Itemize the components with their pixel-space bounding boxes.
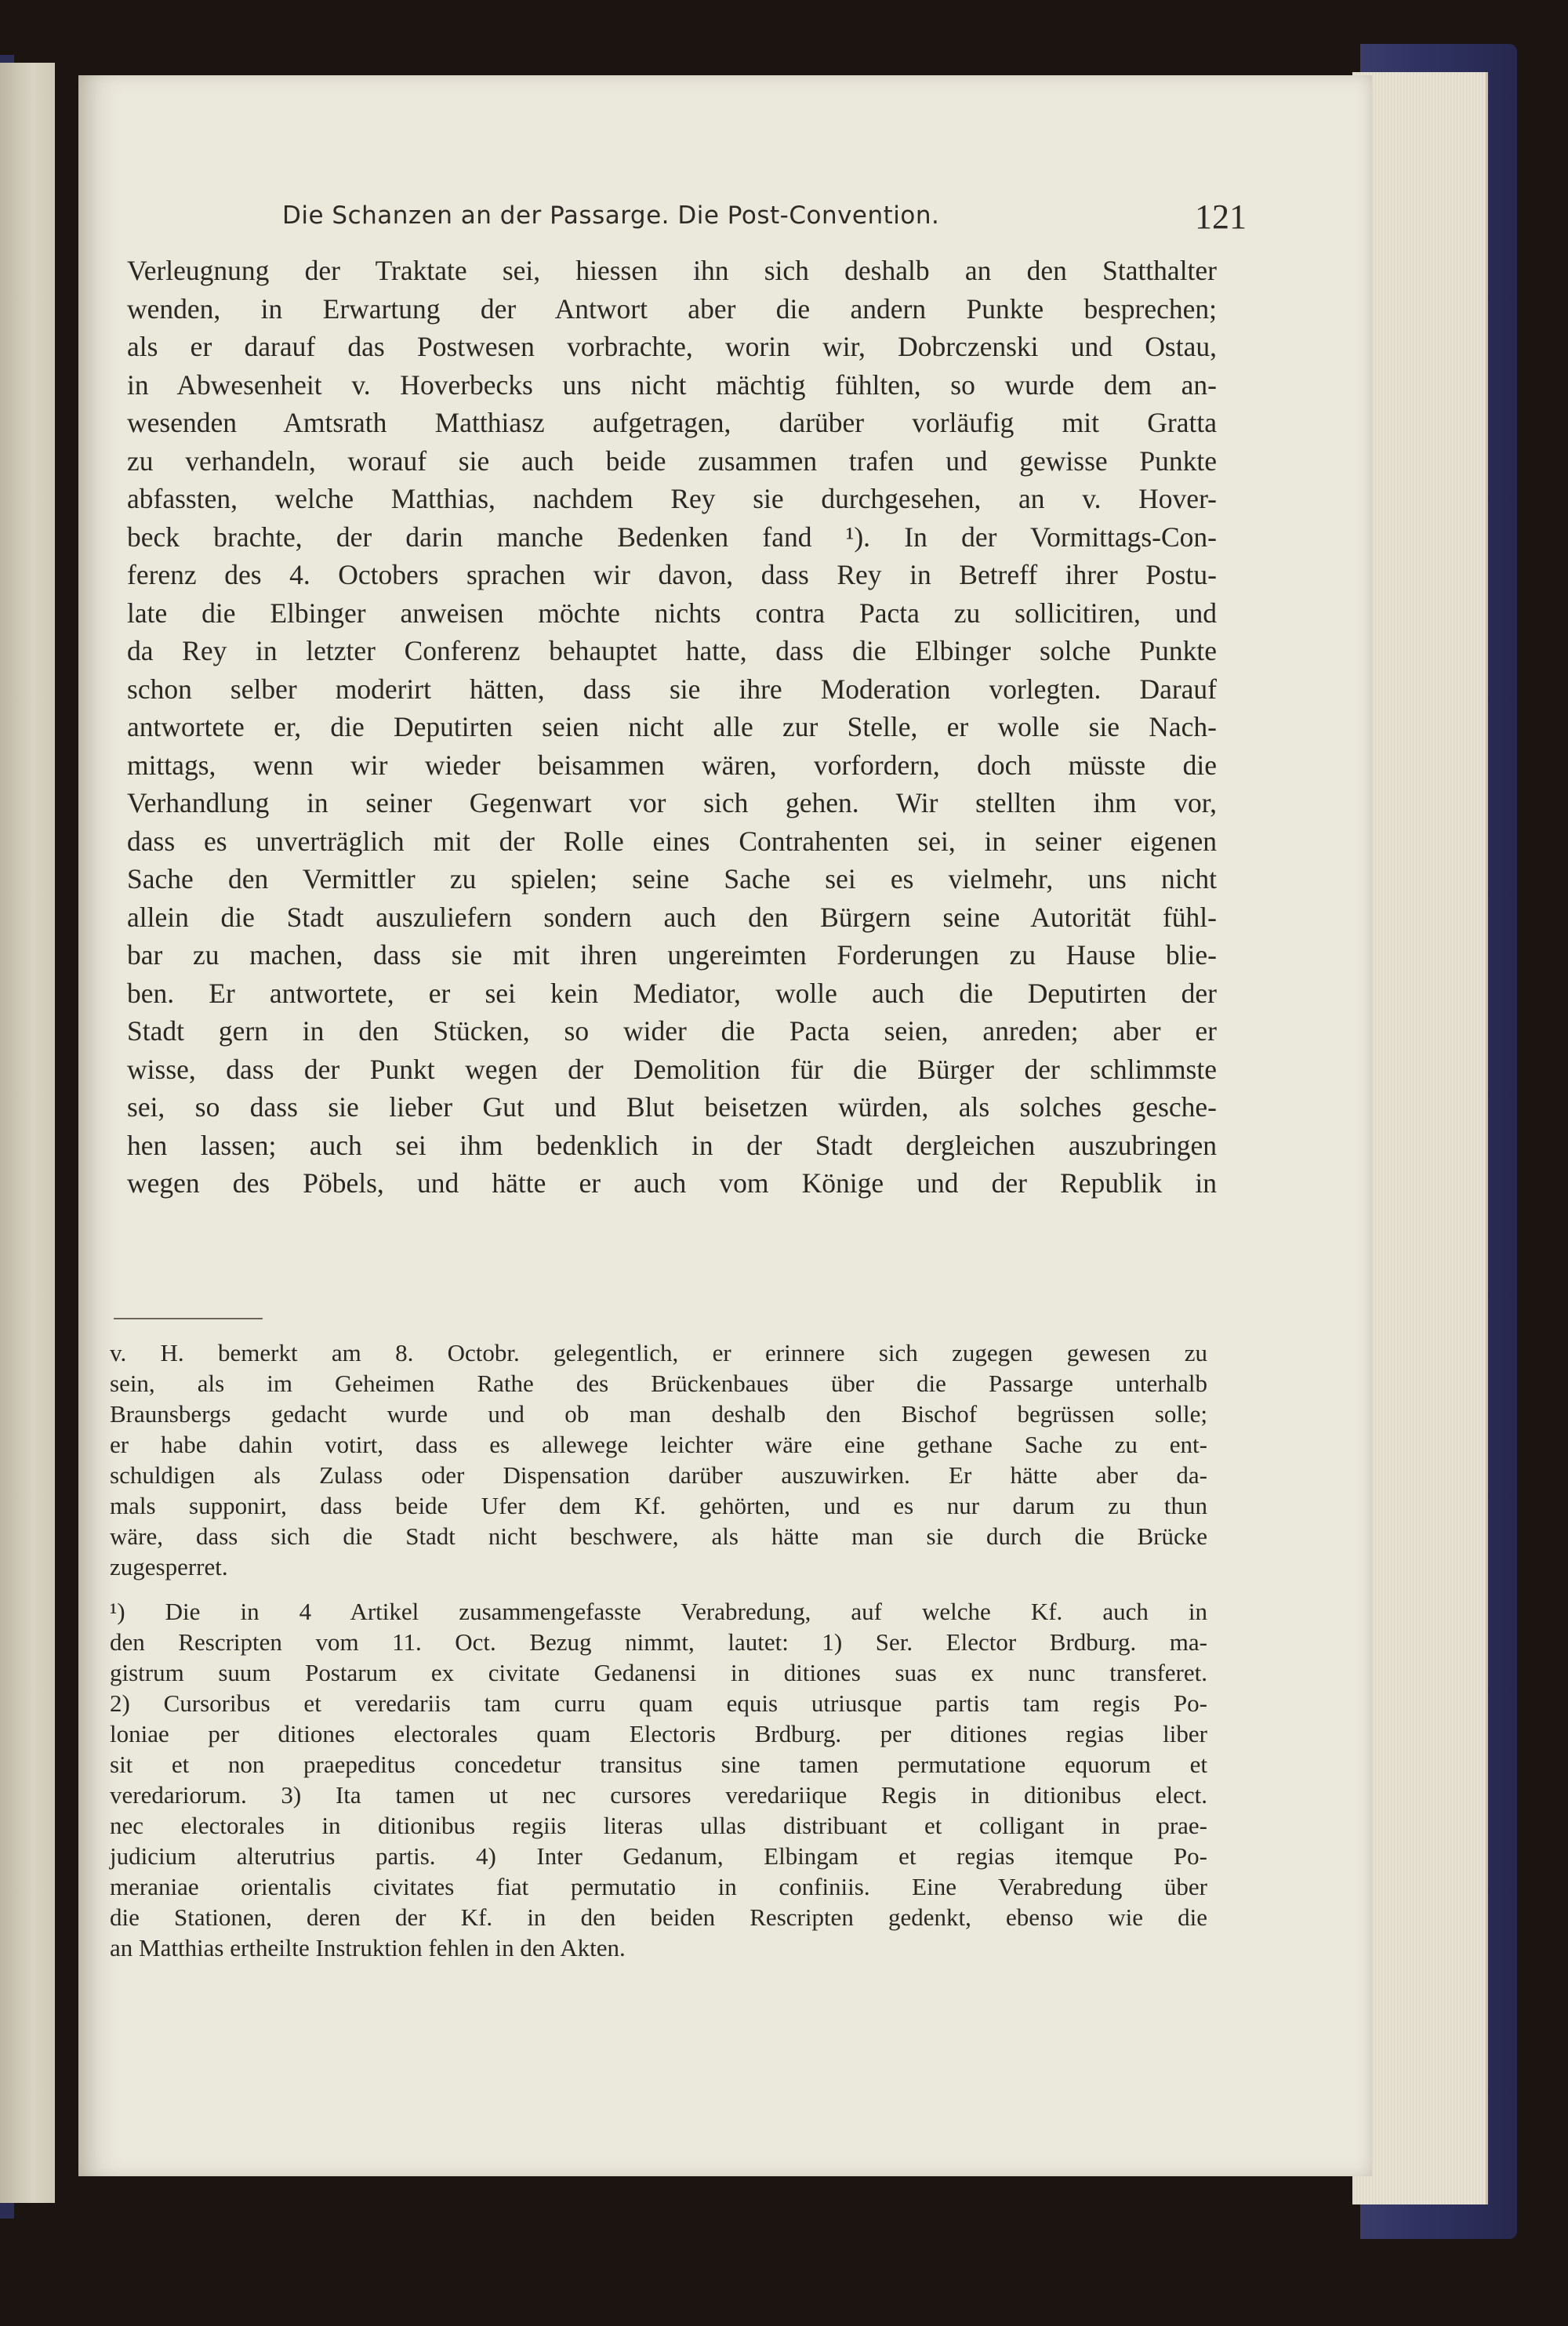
text-line: Sache den Vermittler zu spielen; seine Sache sei es vielmehr, uns nicht <box>127 863 1217 894</box>
footnote-line: meraniae orientalis civitates fiat permutatio in confiniis. Eine Verabredung über <box>110 1873 1207 1900</box>
footnote-line: den Rescripten vom 11. Oct. Bezug nimmt, lautet: 1) Ser. Elector Brdburg. ma- <box>110 1628 1207 1656</box>
footnote-line: wäre, dass sich die Stadt nicht beschwere, als hätte man sie durch die Brücke <box>110 1522 1207 1550</box>
footnote-line: loniae per ditiones electorales quam Electoris Brdburg. per ditiones regias liber <box>110 1720 1207 1747</box>
footnote-line: v. H. bemerkt am 8. Octobr. gelegentlich, er erinnere sich zugegen gewesen zu <box>110 1339 1207 1366</box>
page-number: 121 <box>1195 198 1247 236</box>
text-line: late die Elbinger anweisen möchte nichts contra Pacta zu sollicitiren, und <box>127 597 1217 629</box>
footnote-line: veredariorum. 3) Ita tamen ut nec cursores veredariique Regis in ditionibus elect. <box>110 1781 1207 1809</box>
footnote-line: gistrum suum Postarum ex civitate Gedanensi in ditiones suas ex nunc transferet. <box>110 1659 1207 1686</box>
running-title: Die Schanzen an der Passarge. Die Post-Convention. <box>282 201 940 230</box>
text-line: antwortete er, die Deputirten seien nicht alle zur Stelle, er wolle sie Nach- <box>127 711 1217 742</box>
text-line: Verhandlung in seiner Gegenwart vor sich gehen. Wir stellten ihm vor, <box>127 787 1217 818</box>
footnote-line: die Stationen, deren der Kf. in den beiden Rescripten gedenkt, ebenso wie die <box>110 1903 1207 1931</box>
page-edges <box>1352 72 1488 2204</box>
footnote-line: ¹) Die in 4 Artikel zusammengefasste Verabredung, auf welche Kf. auch in <box>110 1598 1207 1625</box>
footnote-line: nec electorales in ditionibus regiis literas ullas distribuant et colligant in prae- <box>110 1812 1207 1839</box>
footnote-line: sein, als im Geheimen Rathe des Brückenbaues über die Passarge unterhalb <box>110 1370 1207 1397</box>
footnote-line: zugesperret. <box>110 1553 228 1580</box>
footnote-line: sit et non praepeditus concedetur transitus sine tamen permutatione equorum et <box>110 1751 1207 1778</box>
text-line: Verleugnung der Traktate sei, hiessen ihn sich deshalb an den Statthalter <box>127 255 1217 286</box>
text-line: dass es unverträglich mit der Rolle eines Contrahenten sei, in seiner eigenen <box>127 825 1217 857</box>
text-line: wegen des Pöbels, und hätte er auch vom Könige und der Republik in <box>127 1167 1217 1199</box>
text-line: ferenz des 4. Octobers sprachen wir davon, dass Rey in Betreff ihrer Postu- <box>127 559 1217 590</box>
text-line: wenden, in Erwartung der Antwort aber die andern Punkte besprechen; <box>127 292 1217 325</box>
main-text <box>127 252 1217 1203</box>
footnote-rule <box>114 1318 263 1319</box>
text-line: bar zu machen, dass sie mit ihren ungereimten Forderungen zu Hause blie- <box>127 939 1217 971</box>
footnote-line: mals supponirt, dass beide Ufer dem Kf. gehörten, und es nur darum zu thun <box>110 1492 1207 1519</box>
facing-page-edge <box>0 63 55 2203</box>
text-line: da Rey in letzter Conferenz behauptet hatte, dass die Elbinger solche Punkte <box>127 635 1217 666</box>
footnotes <box>110 1337 1207 1963</box>
text-line: abfassten, welche Matthias, nachdem Rey sie durchgesehen, an v. Hover- <box>127 483 1217 514</box>
book-page <box>78 75 1372 2176</box>
text-line: als er darauf das Postwesen vorbrachte, worin wir, Dobrczenski und Ostau, <box>127 331 1217 362</box>
footnote-line: Braunsbergs gedacht wurde und ob man deshalb den Bischof begrüssen solle; <box>110 1400 1207 1428</box>
text-line: hen lassen; auch sei ihm bedenklich in der Stadt dergleichen auszubringen <box>127 1129 1217 1161</box>
footnote-line: 2) Cursoribus et veredariis tam curru quam equis utriusque partis tam regis Po- <box>110 1689 1207 1717</box>
running-head <box>282 197 1247 244</box>
text-line: schon selber moderirt hätten, dass sie ihre Moderation vorlegten. Darauf <box>127 673 1217 705</box>
text-line: mittags, wenn wir wieder beisammen wären, vorfordern, doch müsste die <box>127 749 1217 781</box>
text-line: wesenden Amtsrath Matthiasz aufgetragen, darüber vorläufig mit Gratta <box>127 407 1217 438</box>
text-line: wisse, dass der Punkt wegen der Demolition für die Bürger der schlimmste <box>127 1053 1217 1085</box>
footnote-line: schuldigen als Zulass oder Dispensation darüber auszuwirken. Er hätte aber da- <box>110 1461 1207 1489</box>
footnote-line: er habe dahin votirt, dass es allewege leichter wäre eine gethane Sache zu ent- <box>110 1431 1207 1458</box>
text-line: allein die Stadt auszuliefern sondern auch den Bürgern seine Autorität fühl- <box>127 901 1217 933</box>
text-line: ben. Er antwortete, er sei kein Mediator, wolle auch die Deputirten der <box>127 977 1217 1009</box>
footnote-line: an Matthias ertheilte Instruktion fehlen in den Akten. <box>110 1934 626 1961</box>
text-line: sei, so dass sie lieber Gut und Blut beisetzen würden, als solches gesche- <box>127 1091 1217 1123</box>
text-line: in Abwesenheit v. Hoverbecks uns nicht mächtig fühlten, so wurde dem an- <box>127 368 1217 401</box>
text-line: Stadt gern in den Stücken, so wider die Pacta seien, anreden; aber er <box>127 1015 1217 1047</box>
text-line: zu verhandeln, worauf sie auch beide zusammen trafen und gewisse Punkte <box>127 445 1217 477</box>
footnote-line: judicium alterutrius partis. 4) Inter Gedanum, Elbingam et regias itemque Po- <box>110 1842 1207 1870</box>
text-line: beck brachte, der darin manche Bedenken fand ¹). In der Vormittags-Con- <box>127 521 1217 553</box>
